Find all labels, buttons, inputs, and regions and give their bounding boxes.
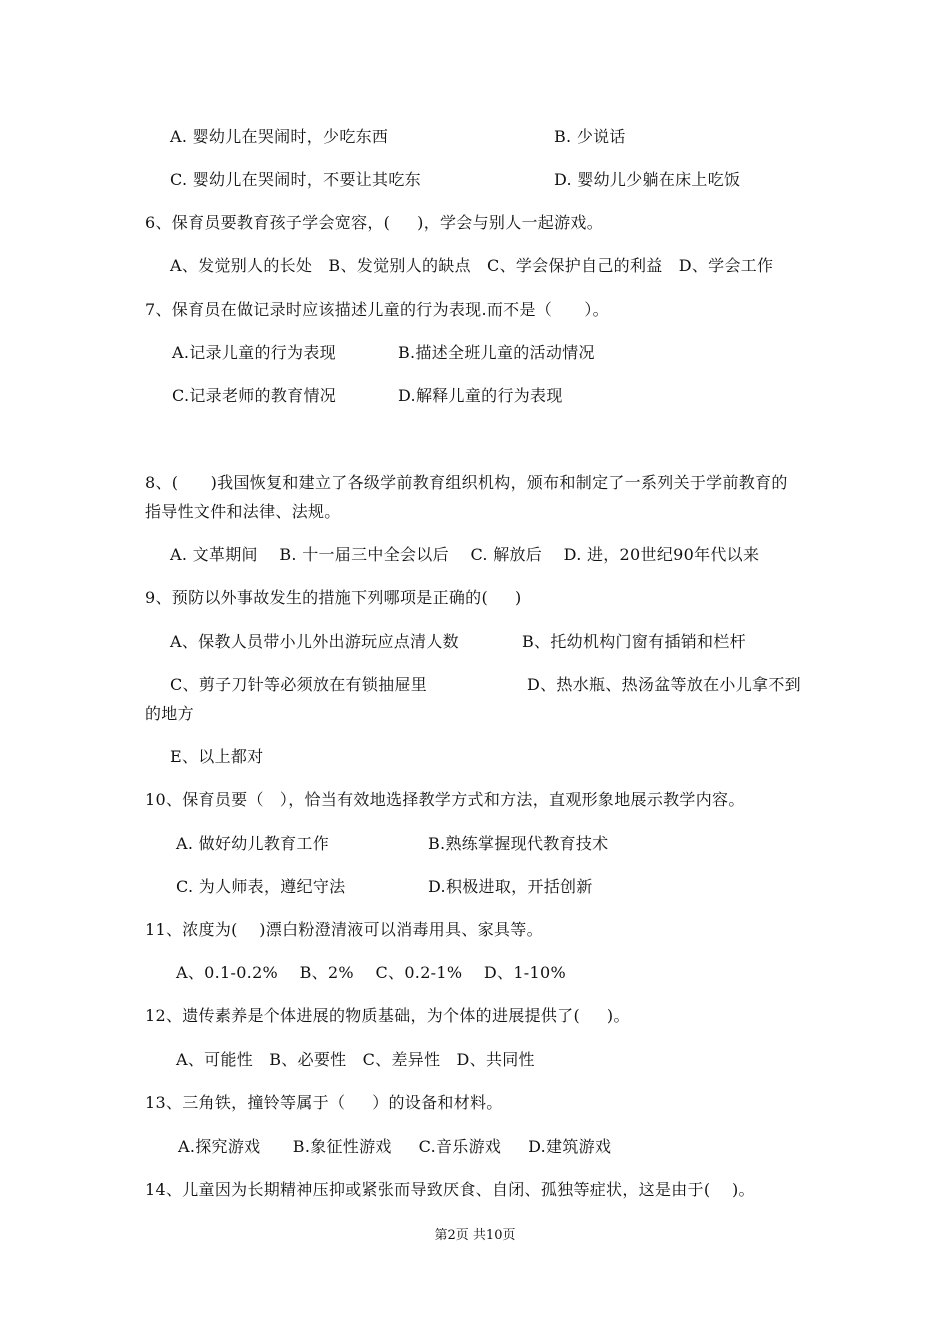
question-8-line-1: 8、( )我国恢复和建立了各级学前教育组织机构，颁布和制定了一系列关于学前教育的 [145, 473, 788, 492]
question-14: 14、儿童因为长期精神压抑或紧张而导致厌食、自闭、孤独等症状，这是由于( )。 [145, 1180, 755, 1199]
question-7-option-b: B.描述全班儿童的活动情况 [398, 343, 595, 362]
question-9: 9、预防以外事故发生的措施下列哪项是正确的( ) [145, 588, 522, 607]
question-9-option-b: B、托幼机构门窗有插销和栏杆 [522, 632, 746, 651]
question-9-option-c: C、剪子刀针等必须放在有锁抽屉里 [170, 675, 428, 694]
question-5-option-b: B. 少说话 [554, 127, 626, 146]
question-8-line-2: 指导性文件和法律、法规。 [145, 502, 341, 521]
question-7: 7、保育员在做记录时应该描述儿童的行为表现.而不是（ ）。 [145, 300, 609, 319]
question-9-option-a: A、保教人员带小儿外出游玩应点清人数 [170, 632, 459, 651]
question-7-option-a: A.记录儿童的行为表现 [172, 343, 336, 362]
question-10-option-c: C. 为人师表，遵纪守法 [176, 877, 346, 896]
question-10-option-d: D.积极进取，开括创新 [428, 877, 593, 896]
question-5-option-d: D. 婴幼儿少躺在床上吃饭 [554, 170, 741, 189]
question-10-option-b: B.熟练掌握现代教育技术 [428, 834, 609, 853]
page-number-footer: 第2页 共10页 [434, 1228, 516, 1243]
question-8-options: A. 文革期间 B. 十一届三中全会以后 C. 解放后 D. 进，20世纪90年代以来 [170, 545, 760, 564]
question-10: 10、保育员要（ ），恰当有效地选择教学方式和方法，直观形象地展示教学内容。 [145, 790, 745, 809]
question-13: 13、三角铁，撞铃等属于（ ）的设备和材料。 [145, 1093, 503, 1112]
question-10-option-a: A. 做好幼儿教育工作 [176, 834, 330, 853]
question-7-option-c: C.记录老师的教育情况 [172, 386, 337, 405]
question-9-option-d-continued: 的地方 [145, 704, 194, 723]
question-5-option-a: A. 婴幼儿在哭闹时，少吃东西 [170, 127, 389, 146]
question-12: 12、遗传素养是个体进展的物质基础，为个体的进展提供了( )。 [145, 1006, 630, 1025]
question-11-options: A、0.1-0.2% B、2% C、0.2-1% D、1-10% [176, 963, 566, 982]
question-13-options: A.探究游戏 B.象征性游戏 C.音乐游戏 D.建筑游戏 [178, 1137, 612, 1156]
question-12-options: A、可能性 B、必要性 C、差异性 D、共同性 [176, 1050, 535, 1069]
question-7-option-d: D.解释儿童的行为表现 [398, 386, 563, 405]
question-11: 11、浓度为( )漂白粉澄清液可以消毒用具、家具等。 [145, 920, 543, 939]
question-6: 6、保育员要教育孩子学会宽容，( )，学会与别人一起游戏。 [145, 213, 603, 232]
question-5-option-c: C. 婴幼儿在哭闹时，不要让其吃东 [170, 170, 421, 189]
question-9-option-e: E、以上都对 [170, 747, 264, 766]
question-9-option-d: D、热水瓶、热汤盆等放在小儿拿不到 [527, 675, 801, 694]
question-6-options: A、发觉别人的长处 B、发觉别人的缺点 C、学会保护自己的利益 D、学会工作 [170, 256, 774, 275]
